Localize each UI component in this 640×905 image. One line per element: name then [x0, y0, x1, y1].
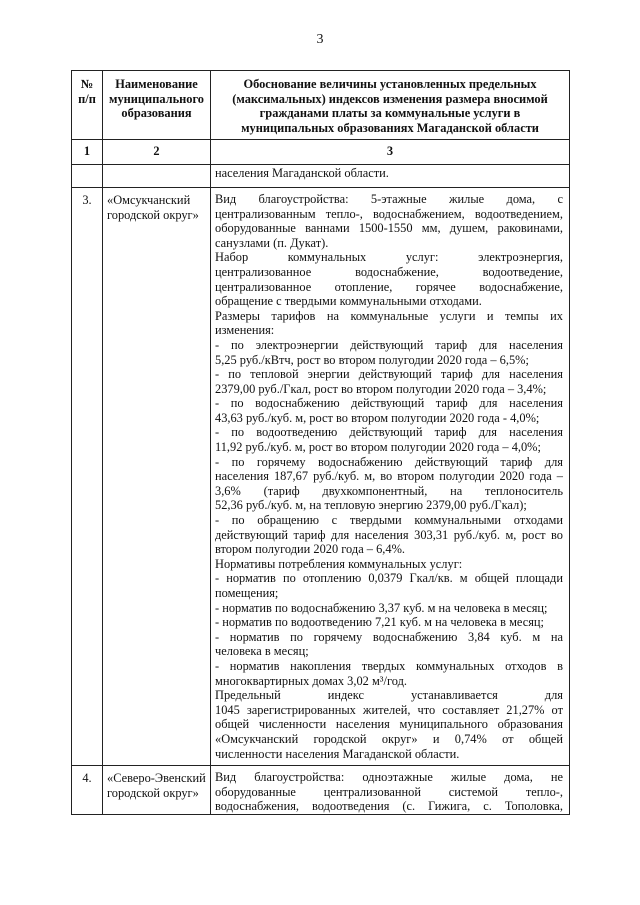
- text-line: - норматив по отоплению 0,0379 Гкал/кв. м общей площади: [215, 571, 563, 586]
- page-number: 3: [316, 32, 324, 47]
- text-line: - по водоснабжению действующий тариф для населения: [215, 396, 563, 411]
- text-line: действующий тариф для населения 303,31 руб./куб. м, рост во: [215, 527, 563, 542]
- text-line: Набор коммунальных услуг: электроэнергия,: [215, 250, 563, 265]
- text-line: централизованным тепло-, водоснабжением, водоотведением,: [215, 206, 563, 221]
- table-row: [72, 164, 570, 187]
- header-col-number: № п/п: [72, 71, 103, 140]
- column-number: 1: [72, 140, 103, 165]
- text-line: 3,6% (тариф двухкомпонентный, на теплоноситель: [215, 483, 563, 498]
- justification-text: [211, 766, 570, 815]
- text-line: 43,63 руб./куб. м, рост во втором полугодии 2020 года - 4,0%;: [215, 410, 540, 425]
- text-line: - по электроэнергии действующий тариф для населения: [215, 337, 563, 352]
- text-line: Предельный индекс устанавливается для: [215, 688, 563, 703]
- table-row: [72, 766, 570, 815]
- municipality-name: «Северо-Эвенский городской округ»: [103, 766, 211, 815]
- row-number: [72, 164, 103, 187]
- column-numbers-row: [72, 140, 570, 165]
- column-number: 2: [103, 140, 211, 165]
- text-line: 52,36 руб./куб. м, на тепловую энергию 2379,00 руб./Гкал);: [215, 498, 527, 513]
- text-line: населения Магаданской области.: [215, 165, 389, 180]
- column-number: 3: [211, 140, 570, 165]
- text-line: многоквартирных домах 3,02 м³/год.: [215, 673, 407, 688]
- index-justification-table: [71, 70, 570, 815]
- row-number: 4.: [72, 766, 103, 815]
- text-line: численности населения Магаданской области.: [215, 746, 460, 761]
- text-line: помещения;: [215, 586, 279, 600]
- row-number: 3.: [72, 187, 103, 765]
- text-line: - норматив накопления твердых коммунальных отходов в: [215, 658, 563, 673]
- text-line: - по водоотведению действующий тариф для населения: [215, 425, 563, 440]
- text-line: 5,25 руб./кВтч, рост во втором полугодии 2020 года – 6,5%;: [215, 352, 529, 367]
- text-line: населения 187,67 руб./куб. м, во втором полугодии 2020 года –: [215, 469, 563, 484]
- justification-text: [211, 187, 570, 765]
- text-line: человека в месяц;: [215, 644, 309, 659]
- text-line: обращение с твердыми коммунальными отходами.: [215, 294, 482, 309]
- text-line: - по тепловой энергии действующий тариф для населения: [215, 367, 563, 382]
- text-line: 1045 зарегистрированных жителей, что составляет 21,27% от: [215, 702, 563, 717]
- text-line: - норматив по горячему водоснабжению 3,84 куб. м на: [215, 629, 563, 644]
- table-header-row: [72, 71, 570, 140]
- text-line: санузлами (п. Дукат).: [215, 235, 329, 250]
- text-line: - норматив по водоснабжению 3,37 куб. м на человека в месяц;: [215, 600, 548, 615]
- text-line: Вид благоустройства: одноэтажные жилые дома, не: [215, 770, 563, 785]
- justification-text: [211, 164, 570, 187]
- text-line: централизованное отопление, горячее водоснабжение,: [215, 279, 563, 294]
- text-line: централизованное водоснабжение, водоотведение,: [215, 264, 563, 279]
- text-line: Размеры тарифов на коммунальные услуги и темпы их: [215, 308, 563, 323]
- text-line: Нормативы потребления коммунальных услуг:: [215, 556, 463, 571]
- text-line: оборудованные ваннами 1500-1550 мм, душем, раковинами,: [215, 221, 563, 236]
- text-line: общей численности населения муниципального образования: [215, 717, 563, 732]
- text-line: водоснабжения, водоотведения (с. Гижига, с. Тополовка,: [215, 799, 563, 814]
- text-line: Вид благоустройства: 5-этажные жилые дома, с: [215, 191, 563, 206]
- text-line: - норматив по водоотведению 7,21 куб. м на человека в месяц;: [215, 615, 545, 630]
- text-line: 11,92 руб./куб. м, рост во втором полугодии 2020 года – 4,0%;: [215, 440, 541, 455]
- table-row: [72, 187, 570, 765]
- text-line: - по горячему водоснабжению действующий тариф для: [215, 454, 563, 469]
- header-col-justification: Обоснование величины установленных предельных (максимальных) индексов изменения размера вносимой гражданами платы за коммунальные услуги в муниципальных образованиях Магаданской области: [211, 71, 570, 140]
- municipality-name: [103, 164, 211, 187]
- header-col-municipality: Наименование муниципального образования: [103, 71, 211, 140]
- text-line: 2379,00 руб./Гкал, рост во втором полугодии 2020 года – 3,4%;: [215, 381, 547, 396]
- text-line: «Омсукчанский городской округ» и 0,74% от общей: [215, 731, 563, 746]
- municipality-name: «Омсукчанский городской округ»: [103, 187, 211, 765]
- text-line: изменения:: [215, 323, 275, 338]
- text-line: втором полугодии 2020 года – 6,4%.: [215, 542, 405, 557]
- text-line: - по обращению с твердыми коммунальными отходами: [215, 513, 563, 528]
- text-line: оборудованные централизованной системой тепло-,: [215, 784, 563, 799]
